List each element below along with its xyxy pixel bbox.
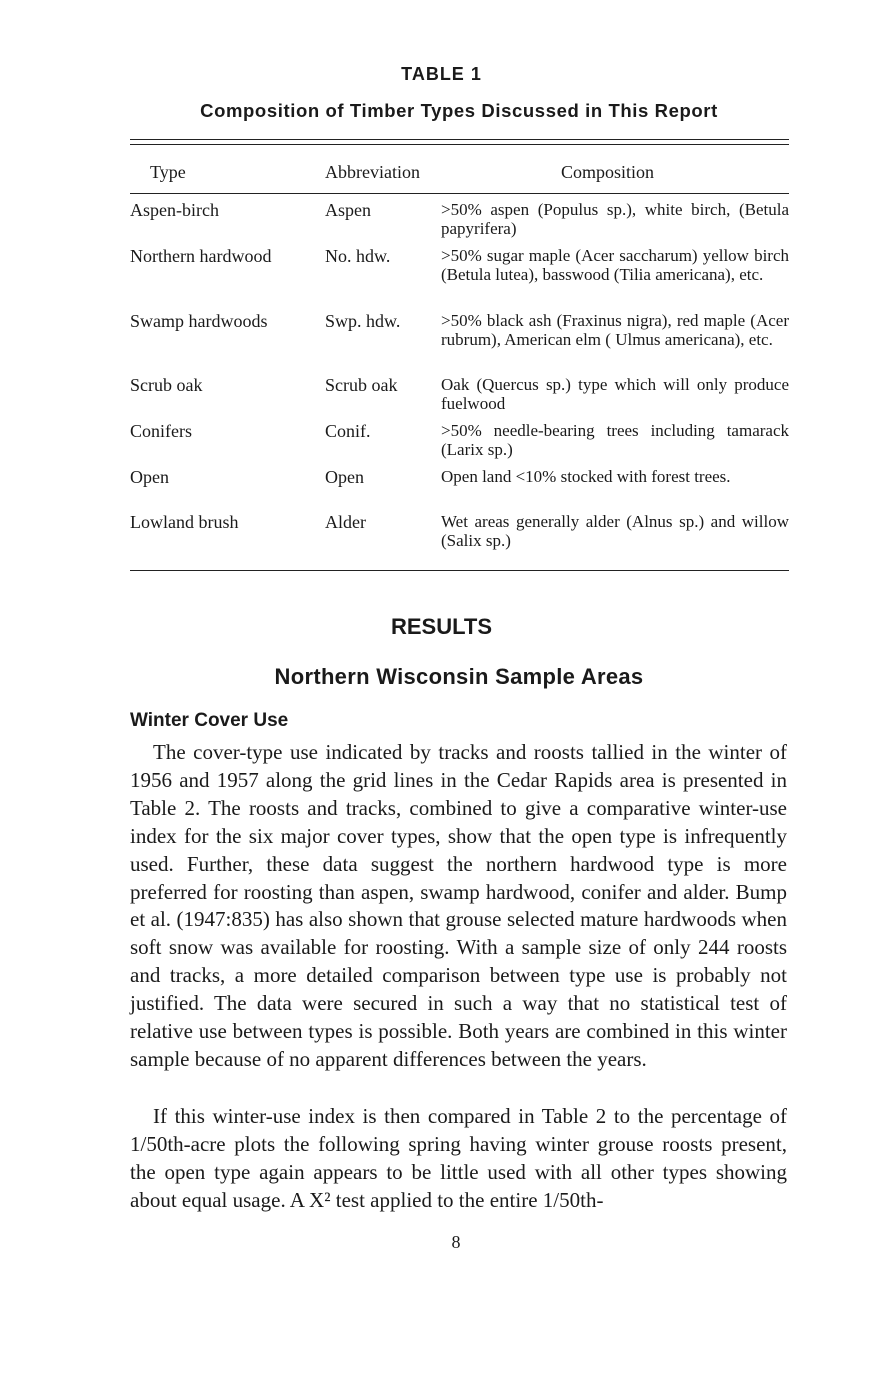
subsection-heading: Northern Wisconsin Sample Areas bbox=[274, 664, 644, 689]
page-number: 8 bbox=[451, 1232, 461, 1252]
paragraph: If this winter-use index is then compared in Table 2 to the percentage of 1/50th-acre plots the following spring having winter grouse roosts present, the open type again appears to be little used with all other types showing about equal usage. A X² test applied to the entire 1/50th- bbox=[130, 1104, 787, 1212]
cell-type: Conifers bbox=[130, 421, 192, 441]
cell-abbreviation: Swp. hdw. bbox=[325, 311, 401, 331]
cell-type: Swamp hardwoods bbox=[130, 311, 268, 331]
cell-composition: Open land <10% stocked with forest trees. bbox=[441, 467, 731, 486]
cell-abbreviation: Scrub oak bbox=[325, 375, 398, 395]
cell-composition: >50% black ash (Fraxinus nigra), red maple (Acer rubrum), American elm ( Ulmus americana), etc. bbox=[441, 311, 789, 349]
cell-composition: Oak (Quercus sp.) type which will only produce fuelwood bbox=[441, 375, 789, 413]
cell-composition: >50% aspen (Populus sp.), white birch, (Betula papyrifera) bbox=[441, 200, 789, 238]
table-number: TABLE 1 bbox=[401, 64, 482, 84]
table-title: Composition of Timber Types Discussed in This Report bbox=[200, 100, 718, 121]
cell-abbreviation: No. hdw. bbox=[325, 246, 391, 266]
cell-abbreviation: Alder bbox=[325, 512, 366, 532]
cell-type: Northern hardwood bbox=[130, 246, 272, 266]
cell-abbreviation: Open bbox=[325, 467, 364, 487]
table-bottom-rule bbox=[130, 570, 789, 571]
section-heading: RESULTS bbox=[390, 614, 493, 639]
header-type: Type bbox=[150, 162, 186, 182]
table-top-rule bbox=[130, 139, 789, 140]
paragraph: The cover-type use indicated by tracks and roosts tallied in the winter of 1956 and 1957 along the grid lines in the Cedar Rapids area is presented in Table 2. The roosts and tracks, combined to give a comparative winter-use index for the six major cover types, show that the open type is infrequently used. Further, these data suggest the northern hardwood type is more preferred for roosting than aspen, swamp hardwood, conifer and alder. Bump et al. (1947:835) has also shown that grouse selected mature hardwoods when soft snow was available for roosting. With a sample size of only 244 roosts and tracks, a more detailed comparison between type use is probably not justified. The data were secured in such a way that no statistical test of relative use between types is possible. Both years are combined in this winter sample because of no apparent differences between the years. bbox=[130, 740, 787, 1071]
cell-abbreviation: Aspen bbox=[325, 200, 371, 220]
cell-composition: >50% needle-bearing trees including tamarack (Larix sp.) bbox=[441, 421, 789, 459]
header-composition: Composition bbox=[561, 162, 655, 182]
cell-type: Lowland brush bbox=[130, 512, 239, 532]
side-heading: Winter Cover Use bbox=[130, 710, 289, 731]
cell-type: Aspen-birch bbox=[130, 200, 219, 220]
header-rule bbox=[130, 193, 789, 194]
cell-composition: Wet areas generally alder (Alnus sp.) and willow (Salix sp.) bbox=[441, 512, 789, 550]
header-abbreviation: Abbreviation bbox=[325, 162, 420, 182]
cell-composition: >50% sugar maple (Acer saccharum) yellow birch (Betula lutea), basswood (Tilia americana), etc. bbox=[441, 246, 789, 284]
cell-type: Scrub oak bbox=[130, 375, 203, 395]
cell-abbreviation: Conif. bbox=[325, 421, 371, 441]
table-top-rule-double bbox=[130, 144, 789, 145]
cell-type: Open bbox=[130, 467, 169, 487]
